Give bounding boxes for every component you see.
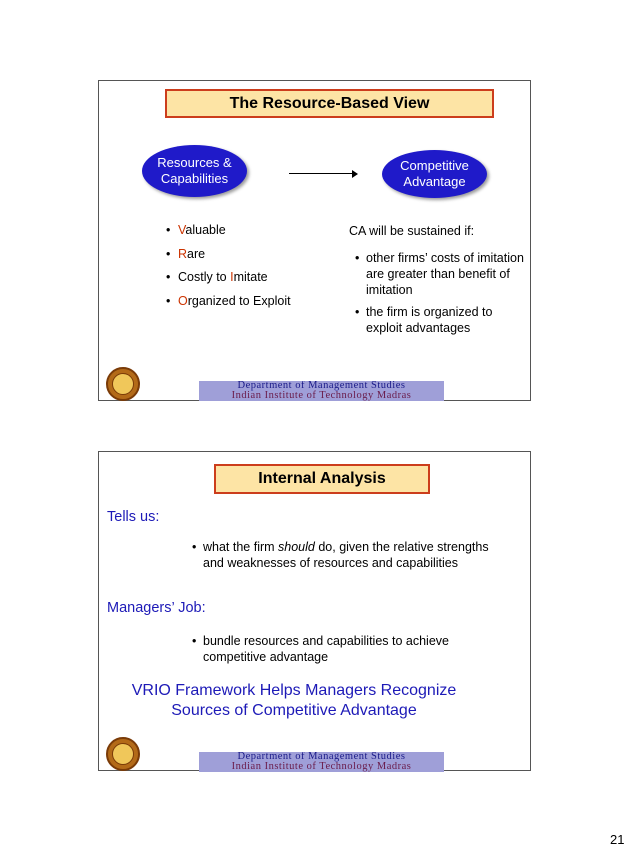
oval-line: Resources & (157, 155, 232, 170)
vrio-item: • Organized to Exploit (166, 294, 291, 318)
page-number: 21 (610, 832, 625, 847)
slide-internal-analysis (98, 451, 531, 771)
slide-title: Internal Analysis (214, 464, 430, 494)
ca-conditions-list (355, 250, 531, 342)
banner-line: Indian Institute of Technology Madras (231, 390, 412, 401)
vrio-statement (99, 681, 489, 721)
institute-logo-icon (106, 737, 140, 771)
ca-item: • the firm is organized to exploit advantages (355, 304, 531, 336)
competitive-advantage-oval (382, 150, 487, 198)
managers-job-heading: Managers’ Job: (107, 600, 206, 616)
arrow-head-icon (352, 170, 358, 178)
oval-line: Competitive (400, 158, 469, 173)
vrio-item: • Costly to Imitate (166, 270, 291, 294)
ca-heading: CA will be sustained if: (349, 224, 475, 238)
vrio-line: VRIO Framework Helps Managers Recognize (131, 682, 457, 699)
oval-line: Capabilities (160, 171, 229, 186)
resources-capabilities-oval (142, 145, 247, 197)
oval-line: Advantage (403, 174, 466, 189)
list-item: • bundle resources and capabilities to achieve competitive advantage (192, 633, 472, 665)
vrio-item: • Rare (166, 247, 291, 271)
list-item: • what the firm should do, given the relative strengths and weaknesses of resources and capabilities (192, 539, 492, 571)
department-banner (199, 752, 444, 772)
banner-line: Indian Institute of Technology Madras (231, 761, 412, 772)
arrow-line (289, 173, 353, 174)
vrio-item: • Valuable (166, 223, 291, 247)
banner-line: Department of Management Studies (237, 381, 406, 391)
tells-us-list (192, 539, 492, 571)
ca-item: • other firms’ costs of imitation are greater than benefit of imitation (355, 250, 531, 298)
slide-resource-based-view (98, 80, 531, 401)
institute-logo-icon (106, 367, 140, 401)
vrio-line: Sources of Competitive Advantage (171, 702, 417, 719)
slide-title: The Resource-Based View (165, 89, 494, 118)
banner-line: Department of Management Studies (237, 752, 406, 762)
department-banner (199, 381, 444, 401)
managers-job-list (192, 633, 472, 665)
vrio-list (166, 223, 291, 317)
tells-us-heading: Tells us: (107, 509, 160, 525)
